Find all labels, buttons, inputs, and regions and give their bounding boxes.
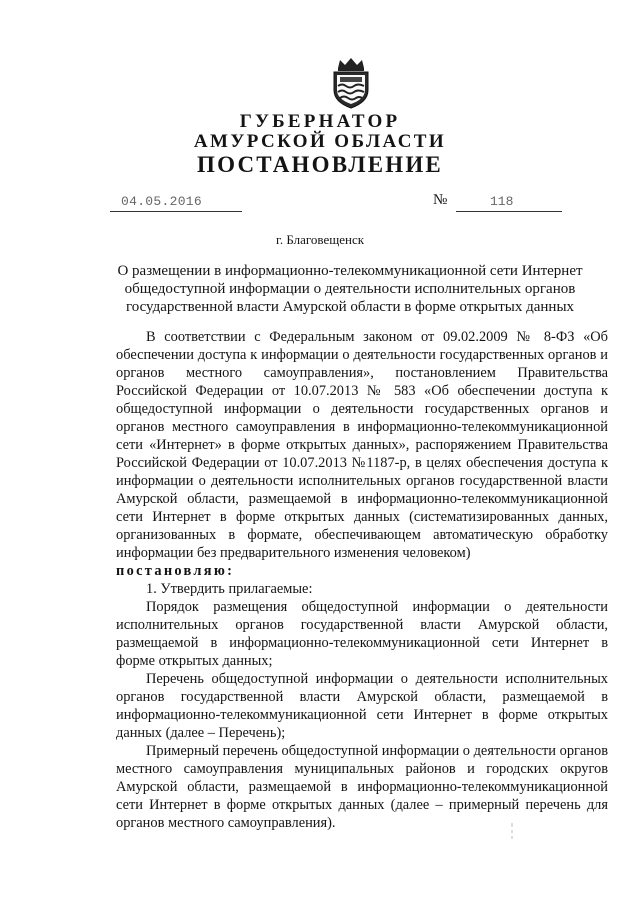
document-body [116,328,608,832]
list-paragraph: Перечень общедоступной информации о деятельности исполнительных органов государственной власти Амурской области, размещаемой в информационно-телекоммуникационной сети Интернет в форме открытых данных (далее – Перечень); [116,671,608,741]
title-line: государственной власти Амурской области в форме открытых данных [125,299,575,315]
coat-of-arms-icon [328,56,374,110]
region-heading: АМУРСКОЙ ОБЛАСТИ [193,131,447,152]
document-date: 04.05.2016 [121,194,203,209]
city-name: г. Благовещенск [275,232,365,247]
date-underline [110,211,242,212]
document-type-heading: ПОСТАНОВЛЕНИЕ [197,152,443,177]
document-number: 118 [490,194,514,209]
sample-list-paragraph: Примерный перечень общедоступной информации о деятельности органов местного самоуправления муниципальных районов и городских округов Амурской области, размещаемой в информационно-телекоммуникационной сети Интернет в форме открытых данных (далее – примерный перечень для органов местного самоуправления). [116,743,608,831]
title-line: общедоступной информации о деятельности исполнительных органов [124,281,576,297]
title-line: О размещении в информационно-телекоммуникационной сети Интернет [117,263,583,279]
procedure-paragraph: Порядок размещения общедоступной информации о деятельности исполнительных органов государственной власти Амурской области, размещаемой в информационно-телекоммуникационной сети Интернет в форме открытых данных; [116,599,608,669]
item-1-paragraph: 1. Утвердить прилагаемые: [146,581,313,597]
governor-heading: ГУБЕРНАТОР [239,111,401,132]
number-underline [456,211,562,212]
decide-keyword: постановляю: [116,563,235,579]
preamble-paragraph: В соответствии с Федеральным законом от 09.02.2009 № 8-ФЗ «Об обеспечении доступа к информации о деятельности государственных органов и органов местного самоуправления», постановлением Правительства Российской Федерации от 10.07.2013 № 583 «Об обеспечении доступа к общедоступной информации о деятельности государственных органов и органов местного самоуправления в информационно-телекоммуникационной сети «Интернет» в форме открытых данных», распоряжением Правительства Российской Федерации от 10.07.2013 №1187-р, в целях обеспечения доступа к информации о деятельности исполнительных органов государственной власти Амурской области, размещаемой в информационно-телекоммуникационной сети Интернет в форме открытых данных (систематизированных данных, организованных в формате, обеспечивающем автоматическую обработку информации без предварительного изменения человеком) [116,329,608,561]
scan-mark [510,823,514,839]
document-title [100,262,600,316]
number-sign: № [433,192,448,208]
